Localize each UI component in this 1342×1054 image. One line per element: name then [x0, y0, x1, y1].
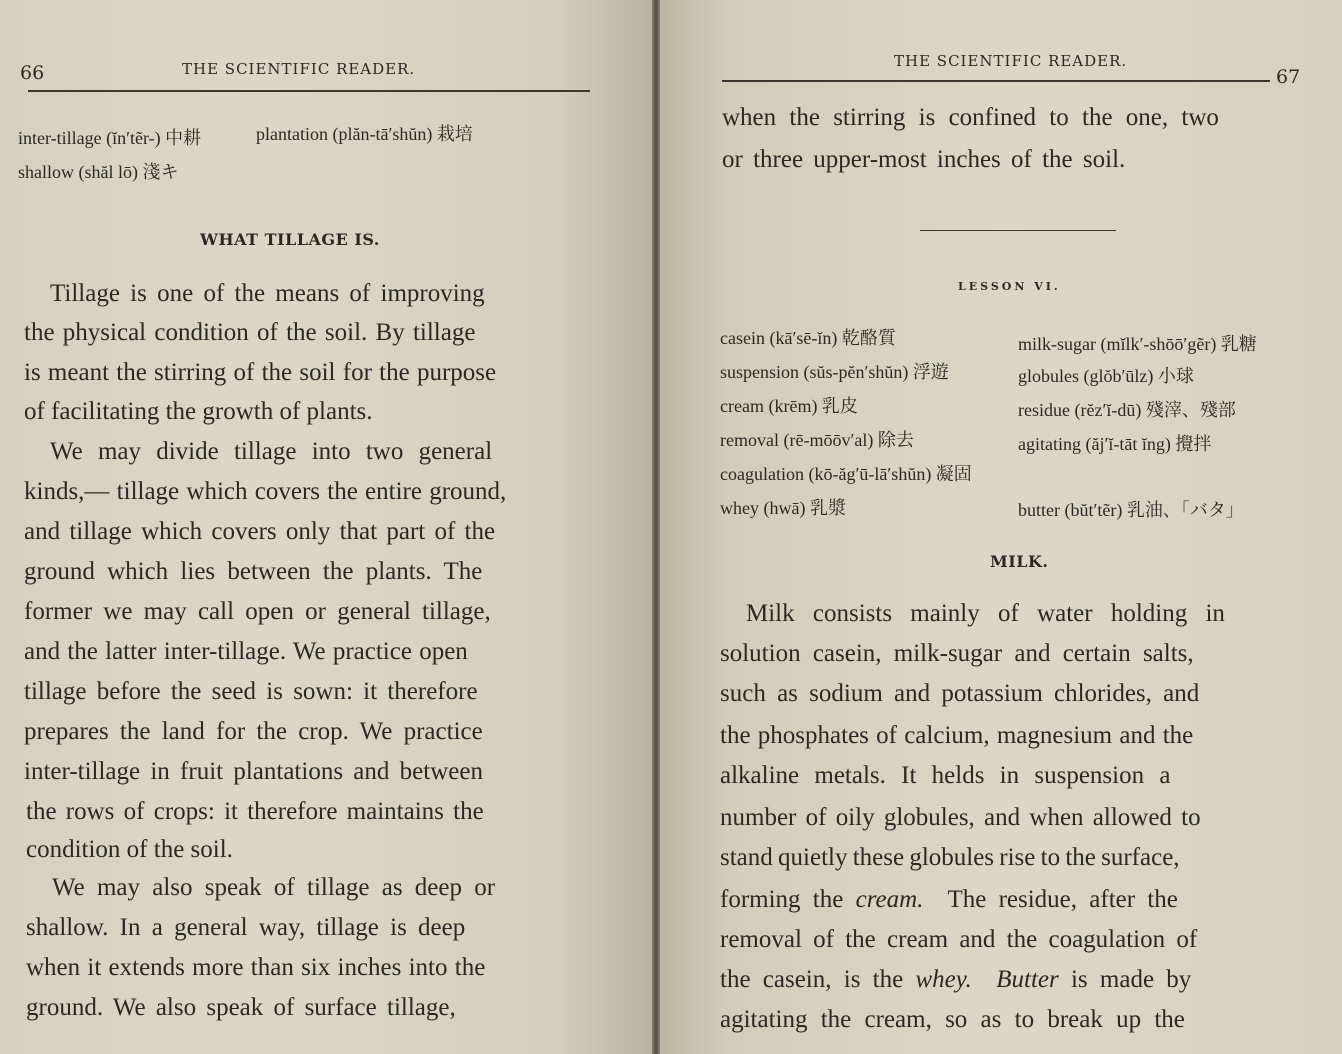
- text-segment: forming the: [720, 886, 844, 913]
- vocab-entry: butter (bŭt′tẽr) 乳油、「バタ」: [1018, 500, 1244, 520]
- text-line: or three upper-most inches of the soil.: [722, 146, 1126, 173]
- text-line: the physical condition of the soil. By tillage: [24, 319, 476, 346]
- text-line: condition of the soil.: [26, 836, 233, 863]
- vocab-entry: cream (krēm) 乳皮: [720, 396, 858, 416]
- text-line: and tillage which covers only that part of the: [24, 518, 496, 545]
- text-line: kinds,— tillage which covers the entire ground,: [24, 478, 507, 505]
- vocab-entry: coagulation (kō-ăg′ū-lā′shŭn) 凝固: [720, 464, 972, 484]
- right-page: [660, 0, 1342, 1054]
- vocab-entry: shallow (shăl lō) 淺キ: [18, 162, 179, 182]
- text-line: number of oily globules, and when allowed to: [720, 804, 1201, 831]
- vocab-entry: suspension (sŭs-pĕn′shŭn) 浮遊: [720, 362, 949, 382]
- text-line: removal of the cream and the coagulation of: [720, 926, 1198, 953]
- text-line: solution casein, milk-sugar and certain salts,: [720, 640, 1194, 667]
- text-line: tillage before the seed is sown: it therefore: [24, 678, 478, 705]
- text-line: when it extends more than six inches into the: [26, 954, 486, 981]
- vocab-entry: agitating (ăj′ĭ-tāt ĭng) 攪拌: [1018, 434, 1212, 454]
- vocab-entry: casein (kā′sē-ĭn) 乾酪質: [720, 328, 896, 348]
- text-line: shallow. In a general way, tillage is deep: [26, 914, 466, 941]
- left-page: [0, 0, 652, 1054]
- text-line: ground. We also speak of surface tillage,: [26, 994, 456, 1021]
- emphasis-butter: Butter: [996, 966, 1059, 993]
- page-number: 66: [20, 62, 45, 84]
- emphasis-cream: cream.: [855, 886, 924, 913]
- text-line: inter-tillage in fruit plantations and between: [24, 758, 483, 785]
- running-head: THE SCIENTIFIC READER.: [894, 52, 1128, 70]
- text-line: Milk consists mainly of water holding in: [746, 600, 1225, 627]
- text-line: and the latter inter-tillage. We practice open: [24, 638, 468, 665]
- vocab-entry: whey (hwā) 乳漿: [720, 498, 846, 518]
- text-line: the rows of crops: it therefore maintains the: [26, 798, 484, 825]
- text-segment: is made by: [1070, 966, 1192, 993]
- vocab-entry: plantation (plăn-tā′shŭn) 栽培: [256, 124, 473, 144]
- text-segment: the casein, is the: [720, 966, 904, 993]
- text-line: We may divide tillage into two general: [50, 438, 493, 465]
- text-line: such as sodium and potassium chlorides, and: [720, 680, 1200, 707]
- text-line: former we may call open or general tillage,: [24, 598, 491, 625]
- text-line: agitating the cream, so as to break up the: [720, 1006, 1185, 1033]
- text-line: is meant the stirring of the soil for the purpose: [24, 359, 497, 386]
- text-line: when the stirring is confined to the one, two: [722, 104, 1219, 131]
- running-head: THE SCIENTIFIC READER.: [182, 60, 416, 78]
- header-rule: [28, 90, 590, 92]
- text-line: We may also speak of tillage as deep or: [52, 874, 496, 901]
- emphasis-whey: whey.: [915, 966, 972, 993]
- text-line: prepares the land for the crop. We practice: [24, 718, 483, 745]
- text-line: [720, 964, 1191, 996]
- vocab-entry: removal (rē-mōōv′al) 除去: [720, 430, 914, 450]
- vocab-entry: inter-tillage (ĭn′tẽr-) 中耕: [18, 128, 202, 148]
- text-line: ground which lies between the plants. The: [24, 558, 483, 585]
- text-line: stand quietly these globules rise to the surface,: [720, 844, 1180, 871]
- section-title: WHAT TILLAGE IS.: [200, 230, 380, 249]
- section-divider: [920, 230, 1116, 231]
- book-gutter: [652, 0, 660, 1054]
- vocab-entry: milk-sugar (mĭlk′-shōō′gẽr) 乳糖: [1018, 334, 1257, 354]
- section-title: MILK.: [990, 552, 1049, 571]
- header-rule: [722, 80, 1270, 82]
- text-line: [720, 884, 1178, 916]
- vocab-entry: residue (rĕz′ĭ-dū) 殘滓、殘部: [1018, 400, 1236, 420]
- text-line: alkaline metals. It helds in suspension a: [720, 762, 1171, 789]
- text-line: Tillage is one of the means of improving: [50, 280, 485, 307]
- text-line: of facilitating the growth of plants.: [24, 398, 373, 425]
- text-segment: The residue, after the: [947, 886, 1178, 913]
- lesson-title: LESSON VI.: [958, 280, 1061, 293]
- text-line: the phosphates of calcium, magnesium and the: [720, 722, 1194, 749]
- page-number: 67: [1276, 66, 1301, 88]
- vocab-entry: globules (glŏb′ūlz) 小球: [1018, 366, 1194, 386]
